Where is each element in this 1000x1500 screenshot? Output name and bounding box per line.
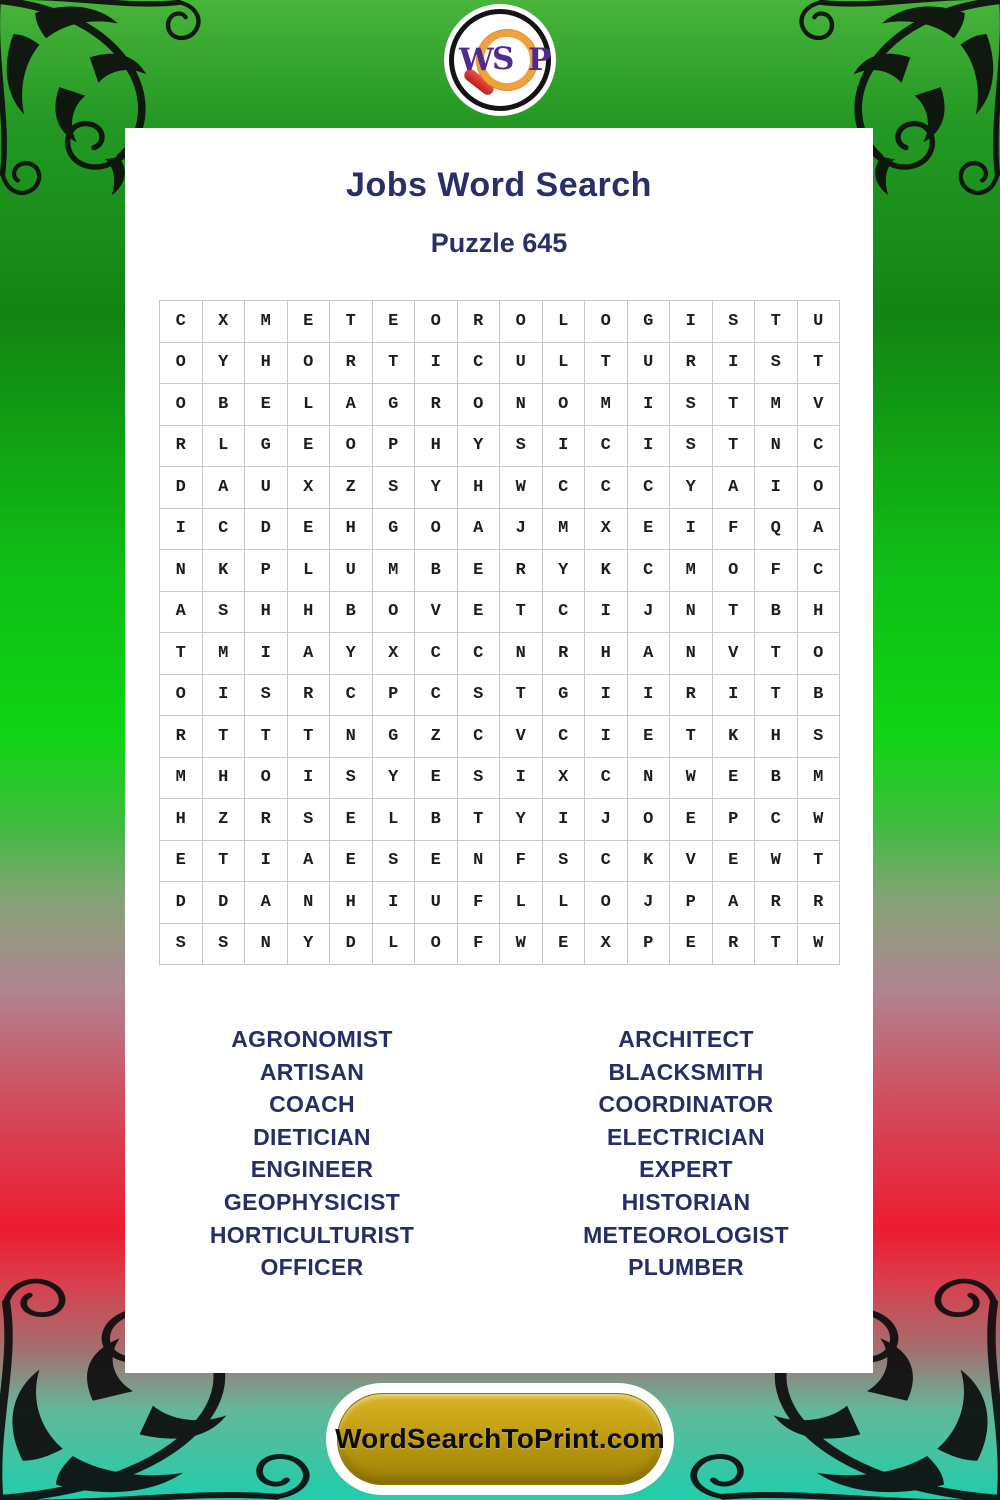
grid-cell: Y [330,633,373,675]
grid-cell: C [458,343,501,385]
grid-cell: N [160,550,203,592]
grid-cell: I [713,675,756,717]
word-item: EXPERT [639,1156,733,1183]
grid-cell: K [203,550,246,592]
footer-pill [326,1383,674,1495]
grid-cell: K [585,550,628,592]
word-grid [159,300,840,965]
grid-cell: I [160,509,203,551]
word-item: COACH [269,1091,355,1118]
grid-cell: T [458,799,501,841]
word-item: GEOPHYSICIST [223,1188,401,1215]
grid-cell: M [245,301,288,343]
grid-cell: R [160,716,203,758]
grid-cell: J [628,882,671,924]
grid-cell: O [713,550,756,592]
grid-cell: J [628,592,671,634]
grid-cell: A [245,882,288,924]
grid-cell: E [288,509,331,551]
grid-cell: M [755,384,798,426]
grid-cell: E [415,841,458,883]
grid-cell: S [330,758,373,800]
grid-cell: U [415,882,458,924]
grid-cell: P [373,426,416,468]
grid-cell: H [798,592,841,634]
grid-cell: Y [203,343,246,385]
grid-cell: C [585,841,628,883]
grid-cell: N [670,633,713,675]
grid-cell: H [160,799,203,841]
grid-cell: H [585,633,628,675]
grid-cell: C [415,633,458,675]
grid-cell: Y [543,550,586,592]
grid-cell: I [670,509,713,551]
grid-cell: R [543,633,586,675]
grid-cell: S [798,716,841,758]
grid-cell: B [203,384,246,426]
grid-cell: T [373,343,416,385]
grid-cell: E [415,758,458,800]
grid-cell: E [373,301,416,343]
grid-cell: C [585,758,628,800]
grid-cell: A [798,509,841,551]
grid-cell: Z [330,467,373,509]
grid-cell: W [670,758,713,800]
grid-cell: T [288,716,331,758]
grid-cell: Y [373,758,416,800]
grid-cell: E [458,550,501,592]
grid-cell: S [203,592,246,634]
word-item: ARCHITECT [618,1026,754,1052]
grid-cell: I [755,467,798,509]
grid-cell: Q [755,509,798,551]
grid-cell: H [755,716,798,758]
grid-cell: T [160,633,203,675]
grid-cell: O [415,924,458,966]
grid-cell: R [670,343,713,385]
word-item: ELECTRICIAN [607,1123,765,1150]
grid-cell: E [628,509,671,551]
grid-cell: E [330,841,373,883]
word-item: ARTISAN [259,1058,365,1085]
grid-cell: O [415,301,458,343]
grid-cell: R [160,426,203,468]
grid-cell: C [415,675,458,717]
grid-cell: R [500,550,543,592]
grid-cell: S [458,758,501,800]
grid-cell: T [203,716,246,758]
grid-cell: T [670,716,713,758]
grid-cell: N [458,841,501,883]
grid-cell: E [670,799,713,841]
grid-cell: O [500,301,543,343]
grid-cell: W [798,799,841,841]
wsp-logo[interactable] [444,4,556,116]
grid-cell: C [458,716,501,758]
grid-cell: N [755,426,798,468]
grid-cell: C [585,426,628,468]
grid-cell: R [330,343,373,385]
grid-cell: S [500,426,543,468]
grid-cell: W [500,924,543,966]
grid-cell: B [330,592,373,634]
grid-cell: T [585,343,628,385]
grid-cell: I [628,426,671,468]
grid-cell: M [798,758,841,800]
grid-cell: C [160,301,203,343]
grid-cell: X [203,301,246,343]
grid-cell: H [203,758,246,800]
grid-cell: I [585,592,628,634]
grid-cell: R [458,301,501,343]
grid-cell: I [288,758,331,800]
puzzle-number: Puzzle 645 [430,228,568,258]
grid-cell: F [713,509,756,551]
grid-cell: N [628,758,671,800]
grid-cell: V [500,716,543,758]
grid-cell: P [245,550,288,592]
grid-cell: O [415,509,458,551]
grid-cell: S [670,384,713,426]
grid-cell: T [330,301,373,343]
grid-cell: L [288,550,331,592]
word-list-right [499,1023,873,1284]
grid-cell: Z [203,799,246,841]
grid-cell: L [373,799,416,841]
grid-cell: E [458,592,501,634]
grid-cell: E [543,924,586,966]
grid-cell: R [755,882,798,924]
grid-cell: I [585,716,628,758]
grid-cell: B [755,592,798,634]
puzzle-card [125,128,873,1373]
grid-cell: S [203,924,246,966]
grid-cell: P [713,799,756,841]
grid-cell: T [755,633,798,675]
grid-cell: S [373,467,416,509]
grid-cell: O [798,467,841,509]
grid-cell: L [288,384,331,426]
grid-cell: C [628,467,671,509]
grid-cell: L [543,343,586,385]
grid-cell: B [755,758,798,800]
grid-cell: U [628,343,671,385]
grid-cell: G [245,426,288,468]
grid-cell: R [798,882,841,924]
word-item: OFFICER [260,1254,364,1281]
grid-cell: N [500,633,543,675]
grid-cell: B [415,550,458,592]
grid-cell: Y [670,467,713,509]
grid-cell: C [543,592,586,634]
grid-cell: H [330,509,373,551]
grid-cell: M [373,550,416,592]
word-item: AGRONOMIST [231,1026,393,1052]
grid-cell: H [458,467,501,509]
grid-cell: N [670,592,713,634]
grid-cell: T [245,716,288,758]
grid-cell: X [373,633,416,675]
grid-cell: C [798,550,841,592]
grid-cell: S [373,841,416,883]
grid-cell: R [288,675,331,717]
grid-cell: C [543,467,586,509]
grid-cell: A [288,633,331,675]
grid-cell: F [500,841,543,883]
grid-cell: E [245,384,288,426]
grid-cell: C [330,675,373,717]
grid-cell: K [713,716,756,758]
grid-cell: C [458,633,501,675]
grid-cell: V [713,633,756,675]
grid-cell: N [500,384,543,426]
grid-cell: C [543,716,586,758]
grid-cell: X [585,509,628,551]
grid-cell: A [330,384,373,426]
word-item: DIETICIAN [253,1123,371,1150]
grid-cell: U [798,301,841,343]
grid-cell: Z [415,716,458,758]
grid-cell: I [203,675,246,717]
grid-cell: H [330,882,373,924]
grid-cell: Y [415,467,458,509]
grid-cell: H [245,592,288,634]
grid-cell: O [585,301,628,343]
grid-cell: T [755,924,798,966]
grid-cell: G [373,509,416,551]
grid-cell: V [798,384,841,426]
grid-cell: I [543,799,586,841]
grid-cell: B [415,799,458,841]
grid-cell: C [755,799,798,841]
grid-cell: S [245,675,288,717]
grid-cell: T [500,675,543,717]
grid-cell: R [415,384,458,426]
grid-cell: T [755,675,798,717]
grid-cell: O [458,384,501,426]
grid-cell: S [755,343,798,385]
grid-cell: C [628,550,671,592]
grid-cell: X [288,467,331,509]
grid-cell: E [330,799,373,841]
grid-cell: T [713,592,756,634]
logo-letter-w: W [459,42,494,78]
grid-cell: S [288,799,331,841]
grid-cell: L [203,426,246,468]
grid-cell: R [713,924,756,966]
grid-cell: S [160,924,203,966]
grid-cell: O [373,592,416,634]
grid-cell: P [670,882,713,924]
grid-cell: X [543,758,586,800]
grid-cell: I [543,426,586,468]
grid-cell: W [755,841,798,883]
site-link-button[interactable] [337,1393,663,1485]
word-item: ENGINEER [250,1156,374,1183]
grid-cell: I [628,675,671,717]
grid-cell: T [798,343,841,385]
grid-cell: G [628,301,671,343]
grid-cell: O [160,384,203,426]
grid-cell: I [245,633,288,675]
grid-cell: T [203,841,246,883]
grid-cell: D [160,882,203,924]
grid-cell: D [160,467,203,509]
grid-cell: R [245,799,288,841]
grid-cell: B [798,675,841,717]
grid-cell: E [713,758,756,800]
grid-cell: E [160,841,203,883]
grid-cell: P [373,675,416,717]
grid-cell: C [203,509,246,551]
grid-cell: A [628,633,671,675]
grid-cell: I [415,343,458,385]
grid-cell: L [500,882,543,924]
grid-cell: E [670,924,713,966]
site-link-label: WordSearchToPrint.com [335,1423,665,1454]
grid-cell: U [245,467,288,509]
grid-cell: C [585,467,628,509]
grid-cell: I [585,675,628,717]
word-item: PLUMBER [628,1254,744,1281]
word-item: HISTORIAN [621,1188,751,1215]
grid-cell: T [713,426,756,468]
grid-cell: U [330,550,373,592]
grid-cell: N [288,882,331,924]
grid-cell: A [458,509,501,551]
grid-cell: R [670,675,713,717]
word-list [125,1023,873,1284]
grid-cell: I [245,841,288,883]
grid-cell: S [543,841,586,883]
grid-cell: P [628,924,671,966]
grid-cell: Y [500,799,543,841]
grid-cell: O [798,633,841,675]
word-item: BLACKSMITH [608,1058,764,1085]
grid-cell: A [160,592,203,634]
grid-cell: A [288,841,331,883]
grid-cell: H [288,592,331,634]
grid-cell: U [500,343,543,385]
grid-cell: S [458,675,501,717]
grid-cell: L [543,882,586,924]
grid-cell: O [288,343,331,385]
grid-cell: J [500,509,543,551]
grid-cell: I [670,301,713,343]
grid-cell: F [458,882,501,924]
grid-cell: S [713,301,756,343]
grid-cell: H [415,426,458,468]
word-item: METEOROLOGIST [583,1221,789,1248]
grid-cell: E [288,301,331,343]
grid-cell: O [543,384,586,426]
grid-cell: O [330,426,373,468]
grid-cell: O [245,758,288,800]
grid-cell: G [373,384,416,426]
grid-cell: T [500,592,543,634]
page-title: Jobs Word Search [346,166,652,204]
grid-cell: D [203,882,246,924]
grid-cell: W [500,467,543,509]
grid-cell: F [755,550,798,592]
grid-cell: V [415,592,458,634]
grid-cell: V [670,841,713,883]
grid-cell: X [585,924,628,966]
grid-cell: L [373,924,416,966]
grid-cell: E [713,841,756,883]
grid-cell: A [713,882,756,924]
grid-cell: F [458,924,501,966]
grid-cell: O [585,882,628,924]
grid-cell: G [373,716,416,758]
grid-cell: I [713,343,756,385]
grid-cell: T [798,841,841,883]
grid-cell: G [543,675,586,717]
word-list-left [125,1023,499,1284]
grid-cell: M [160,758,203,800]
logo-letter-s: S [492,41,515,77]
grid-cell: O [160,675,203,717]
grid-cell: D [330,924,373,966]
grid-cell: M [585,384,628,426]
grid-cell: A [713,467,756,509]
grid-cell: T [713,384,756,426]
grid-cell: N [330,716,373,758]
grid-cell: Y [288,924,331,966]
grid-cell: C [798,426,841,468]
grid-cell: N [245,924,288,966]
grid-cell: M [670,550,713,592]
grid-cell: I [373,882,416,924]
grid-cell: T [755,301,798,343]
grid-cell: E [628,716,671,758]
logo-letter-p: P [528,42,552,78]
grid-cell: I [628,384,671,426]
grid-cell: H [245,343,288,385]
grid-cell: I [500,758,543,800]
grid-cell: O [160,343,203,385]
grid-cell: E [288,426,331,468]
grid-cell: D [245,509,288,551]
word-item: COORDINATOR [598,1091,774,1118]
word-item: HORTICULTURIST [209,1221,415,1248]
grid-cell: K [628,841,671,883]
grid-cell: M [203,633,246,675]
grid-cell: S [670,426,713,468]
grid-cell: Y [458,426,501,468]
grid-cell: J [585,799,628,841]
grid-cell: W [798,924,841,966]
grid-cell: L [543,301,586,343]
grid-cell: A [203,467,246,509]
grid-cell: M [543,509,586,551]
grid-cell: O [628,799,671,841]
